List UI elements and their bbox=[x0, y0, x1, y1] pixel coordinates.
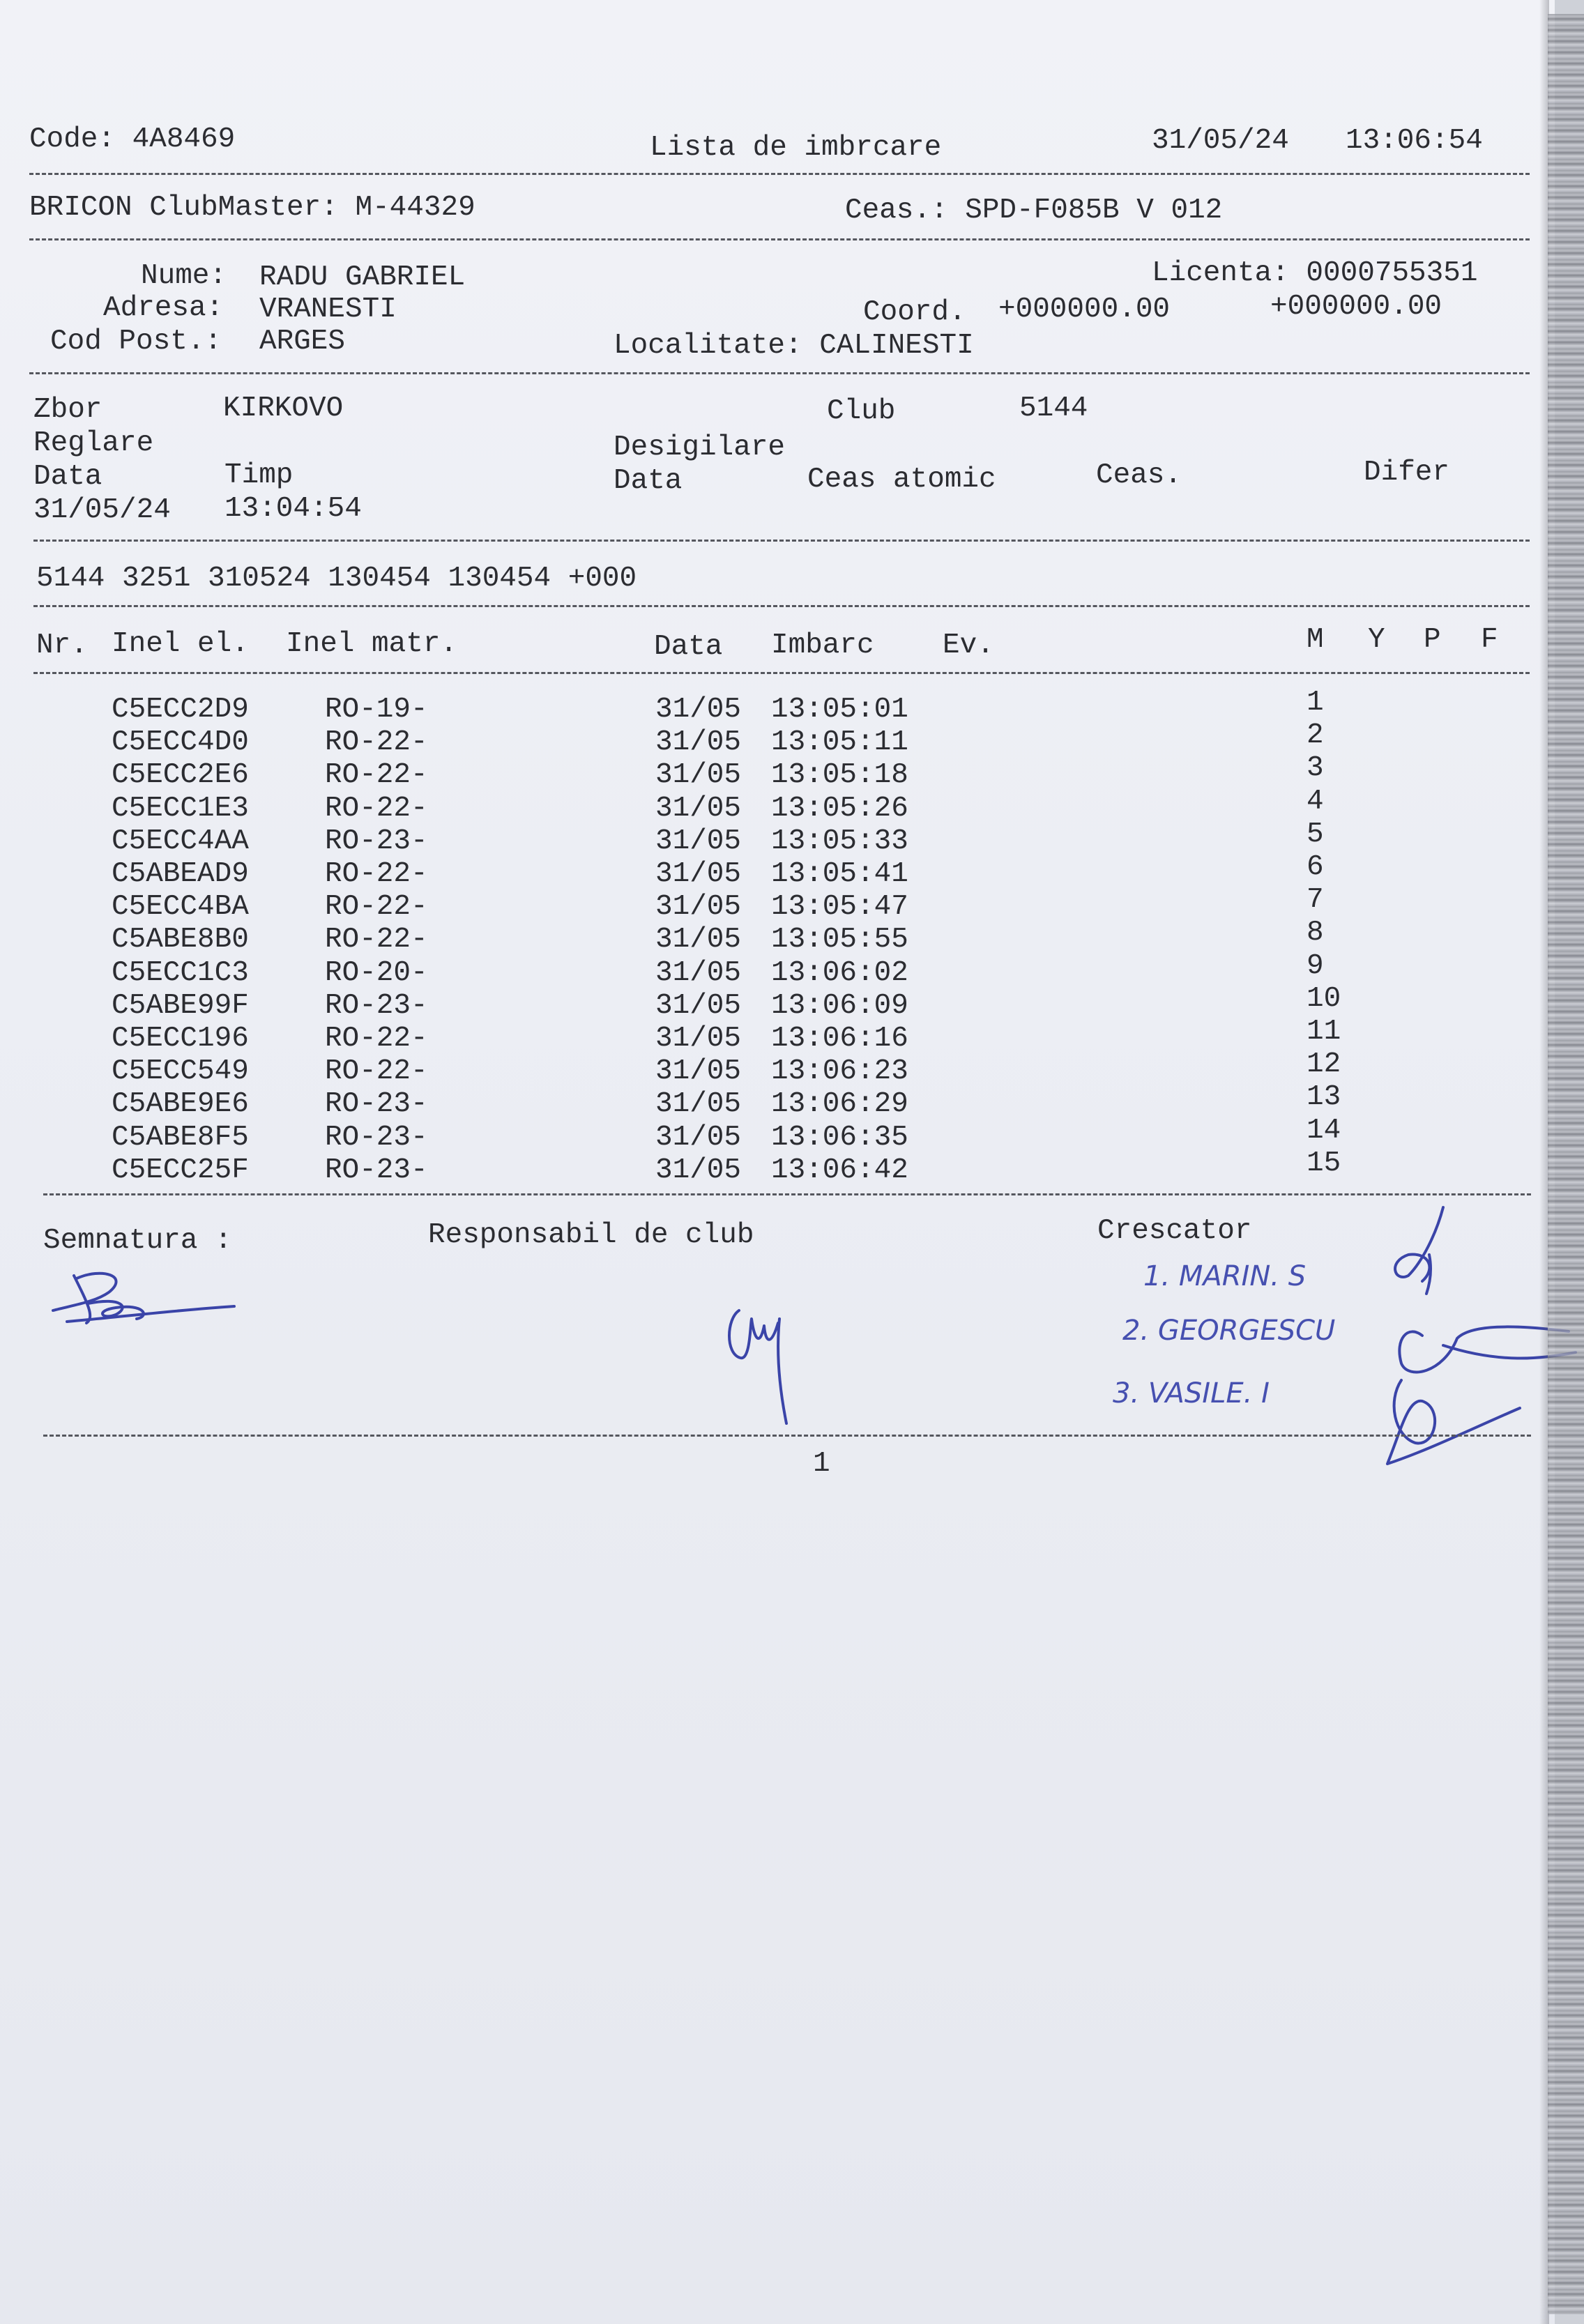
electronic-ring: C5ECC1E3 bbox=[112, 793, 249, 825]
divider bbox=[29, 238, 1530, 240]
ring-prefix: RO-22- bbox=[325, 759, 428, 791]
atomic-clock-label: Ceas atomic bbox=[807, 464, 996, 496]
basket-date: 31/05 bbox=[655, 825, 742, 857]
clock-id: Ceas.: SPD-F085B V 012 bbox=[845, 194, 1223, 227]
basket-m-count: 7 bbox=[1307, 884, 1324, 916]
ring-prefix: RO-23- bbox=[325, 1154, 428, 1186]
address-label: Adresa: bbox=[103, 292, 224, 324]
postcode: ARGES bbox=[259, 326, 346, 358]
ring-prefix: RO-22- bbox=[325, 1055, 428, 1087]
basket-m-count: 6 bbox=[1307, 851, 1324, 883]
ring-prefix: RO-23- bbox=[325, 1088, 428, 1120]
electronic-ring: C5ECC196 bbox=[112, 1023, 249, 1055]
basket-m-count: 5 bbox=[1307, 818, 1324, 850]
clubmaster-label: BRICON ClubMaster: M-44329 bbox=[29, 192, 475, 224]
col-p: P bbox=[1424, 624, 1441, 656]
col-f: F bbox=[1481, 624, 1498, 656]
setting-date: 31/05/24 bbox=[33, 494, 171, 526]
ring-prefix: RO-22- bbox=[325, 1023, 428, 1055]
setting-label: Reglare bbox=[33, 427, 154, 459]
locality: Localitate: CALINESTI bbox=[614, 330, 974, 362]
basket-date: 31/05 bbox=[655, 990, 742, 1022]
license: Licenta: 0000755351 bbox=[1152, 257, 1478, 289]
owner-name: RADU GABRIEL bbox=[259, 261, 466, 293]
col-nr: Nr. bbox=[36, 629, 88, 662]
breeder-label: Crescator bbox=[1097, 1215, 1252, 1247]
basket-time: 13:05:01 bbox=[771, 694, 908, 726]
basket-time: 13:05:11 bbox=[771, 726, 908, 758]
ring-prefix: RO-22- bbox=[325, 858, 428, 890]
basket-date: 31/05 bbox=[655, 924, 742, 956]
electronic-ring: C5ABE8F5 bbox=[112, 1122, 249, 1154]
electronic-ring: C5ECC25F bbox=[112, 1154, 249, 1186]
basket-time: 13:06:23 bbox=[771, 1055, 908, 1087]
coord-lat: +000000.00 bbox=[998, 293, 1171, 326]
clock-label: Ceas. bbox=[1096, 459, 1182, 491]
basket-m-count: 1 bbox=[1307, 687, 1324, 719]
ring-prefix: RO-22- bbox=[325, 793, 428, 825]
electronic-ring: C5ECC4D0 bbox=[112, 726, 249, 758]
divider bbox=[33, 540, 1530, 542]
basket-m-count: 8 bbox=[1307, 917, 1324, 949]
setting-time-label: Timp bbox=[224, 459, 294, 491]
electronic-ring: C5ECC4AA bbox=[112, 825, 249, 857]
divider bbox=[29, 173, 1530, 175]
divider bbox=[33, 672, 1530, 674]
signature-label: Semnatura : bbox=[43, 1225, 232, 1257]
basket-time: 13:05:26 bbox=[771, 793, 908, 825]
basket-m-count: 15 bbox=[1307, 1147, 1341, 1179]
electronic-ring: C5ECC4BA bbox=[112, 891, 249, 923]
basket-time: 13:06:35 bbox=[771, 1122, 908, 1154]
basket-m-count: 3 bbox=[1307, 752, 1324, 784]
basket-date: 31/05 bbox=[655, 957, 742, 989]
basket-time: 13:06:29 bbox=[771, 1088, 908, 1120]
name-label: Nume: bbox=[141, 260, 227, 292]
basket-date: 31/05 bbox=[655, 793, 742, 825]
clock-code-line: 5144 3251 310524 130454 130454 +000 bbox=[36, 563, 637, 595]
divider bbox=[43, 1435, 1531, 1437]
basket-date: 31/05 bbox=[655, 858, 742, 890]
basket-date: 31/05 bbox=[655, 1055, 742, 1087]
basket-m-count: 11 bbox=[1307, 1016, 1341, 1048]
unsealing-label: Desigilare bbox=[614, 431, 786, 464]
basket-date: 31/05 bbox=[655, 1088, 742, 1120]
divider bbox=[33, 605, 1530, 607]
electronic-ring: C5ECC1C3 bbox=[112, 957, 249, 989]
col-data: Data bbox=[654, 631, 723, 663]
owner-signature bbox=[46, 1262, 248, 1331]
basket-m-count: 2 bbox=[1307, 719, 1324, 751]
owner-address: VRANESTI bbox=[259, 293, 397, 326]
col-ev: Ev. bbox=[943, 629, 994, 662]
ring-prefix: RO-22- bbox=[325, 891, 428, 923]
col-inel-el: Inel el. bbox=[112, 628, 249, 660]
col-inel-matr: Inel matr. bbox=[286, 628, 458, 660]
ring-prefix: RO-19- bbox=[325, 694, 428, 726]
code-label: Code: 4A8469 bbox=[29, 123, 236, 155]
setting-date-label: Data bbox=[33, 461, 102, 493]
basket-m-count: 12 bbox=[1307, 1048, 1341, 1080]
basket-date: 31/05 bbox=[655, 726, 742, 758]
basket-date: 31/05 bbox=[655, 1154, 742, 1186]
basket-m-count: 9 bbox=[1307, 950, 1324, 982]
basket-time: 13:06:42 bbox=[771, 1154, 908, 1186]
postcode-label: Cod Post.: bbox=[50, 326, 222, 358]
flight-label: Zbor bbox=[33, 394, 102, 426]
electronic-ring: C5ECC2E6 bbox=[112, 759, 249, 791]
basket-date: 31/05 bbox=[655, 759, 742, 791]
ring-prefix: RO-23- bbox=[325, 990, 428, 1022]
basket-time: 13:06:02 bbox=[771, 957, 908, 989]
club-label: Club bbox=[827, 395, 896, 427]
divider bbox=[43, 1193, 1531, 1195]
basket-date: 31/05 bbox=[655, 891, 742, 923]
col-m: M bbox=[1307, 624, 1324, 656]
electronic-ring: C5ABE99F bbox=[112, 990, 249, 1022]
basket-time: 13:05:55 bbox=[771, 924, 908, 956]
basket-m-count: 10 bbox=[1307, 983, 1341, 1015]
breeder-1: 1. MARIN. S bbox=[1143, 1260, 1307, 1292]
basket-m-count: 4 bbox=[1307, 786, 1324, 818]
ring-prefix: RO-22- bbox=[325, 726, 428, 758]
electronic-ring: C5ABE9E6 bbox=[112, 1088, 249, 1120]
print-time: 13:06:54 bbox=[1346, 125, 1483, 157]
ring-prefix: RO-22- bbox=[325, 924, 428, 956]
col-imbarc: Imbarc bbox=[771, 629, 874, 662]
coord-lon: +000000.00 bbox=[1270, 291, 1442, 323]
ring-prefix: RO-23- bbox=[325, 825, 428, 857]
ring-prefix: RO-20- bbox=[325, 957, 428, 989]
basket-time: 13:05:41 bbox=[771, 858, 908, 890]
club-responsible-label: Responsabil de club bbox=[428, 1219, 754, 1251]
setting-time: 13:04:54 bbox=[224, 493, 362, 525]
coord-label: Coord. bbox=[863, 296, 966, 328]
basket-m-count: 14 bbox=[1307, 1115, 1341, 1147]
basket-time: 13:06:09 bbox=[771, 990, 908, 1022]
unsealing-date-label: Data bbox=[614, 465, 683, 497]
page-number: 1 bbox=[813, 1448, 830, 1480]
basket-time: 13:05:33 bbox=[771, 825, 908, 857]
basket-time: 13:06:16 bbox=[771, 1023, 908, 1055]
difference-label: Difer bbox=[1364, 457, 1450, 489]
breeder-2: 2. GEORGESCU bbox=[1122, 1315, 1336, 1347]
basket-time: 13:05:18 bbox=[771, 759, 908, 791]
basket-m-count: 13 bbox=[1307, 1081, 1341, 1113]
electronic-ring: C5ECC549 bbox=[112, 1055, 249, 1087]
basket-time: 13:05:47 bbox=[771, 891, 908, 923]
electronic-ring: C5ABEAD9 bbox=[112, 858, 249, 890]
print-date: 31/05/24 bbox=[1152, 125, 1289, 157]
divider bbox=[29, 372, 1530, 374]
basket-date: 31/05 bbox=[655, 694, 742, 726]
flight-name: KIRKOVO bbox=[223, 392, 344, 425]
page-title: Lista de imbrcare bbox=[650, 132, 942, 164]
basket-date: 31/05 bbox=[655, 1023, 742, 1055]
breeder-3: 3. VASILE. I bbox=[1113, 1377, 1270, 1409]
responsible-signature bbox=[722, 1298, 806, 1430]
electronic-ring: C5ABE8B0 bbox=[112, 924, 249, 956]
col-y: Y bbox=[1368, 624, 1385, 656]
club-number: 5144 bbox=[1019, 392, 1088, 425]
scanner-edge bbox=[1548, 14, 1584, 2314]
basket-date: 31/05 bbox=[655, 1122, 742, 1154]
ring-prefix: RO-23- bbox=[325, 1122, 428, 1154]
electronic-ring: C5ECC2D9 bbox=[112, 694, 249, 726]
